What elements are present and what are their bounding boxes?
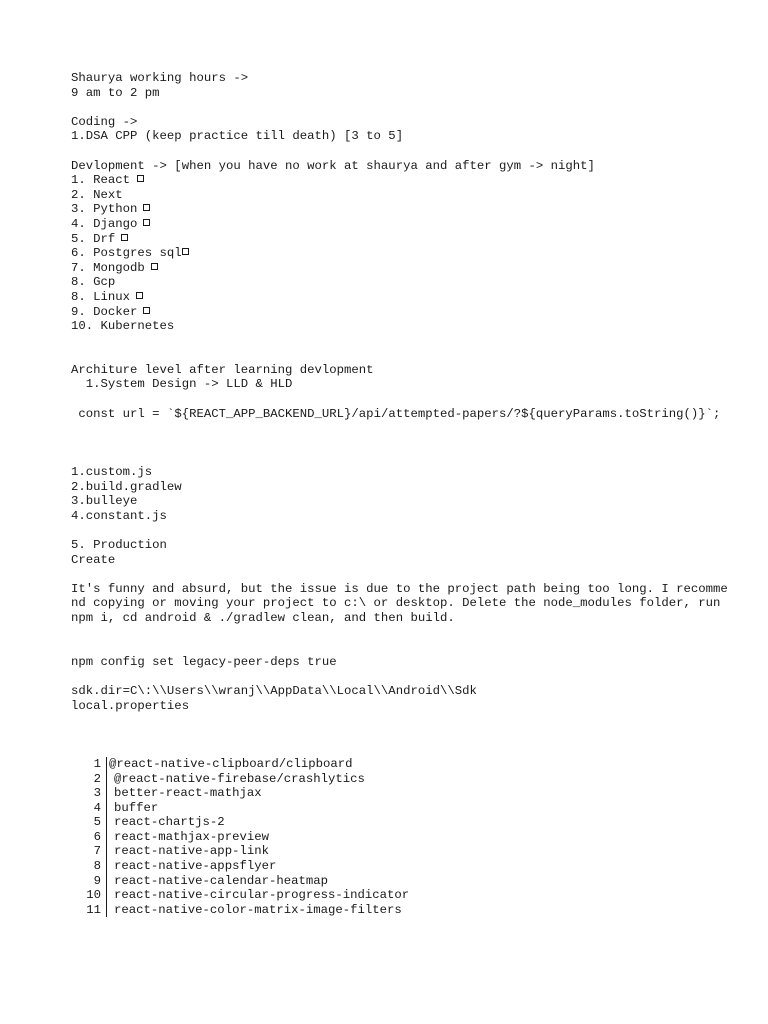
spacer bbox=[71, 640, 731, 655]
dev-item-label: 1. React bbox=[71, 173, 138, 188]
dev-item-label: 9. Docker bbox=[71, 304, 138, 319]
dev-item-gcp bbox=[71, 275, 731, 290]
package-name: react-mathjax-preview bbox=[114, 829, 269, 844]
package-name: @react-native-clipboard/clipboard bbox=[109, 756, 353, 771]
dev-item-label: 5. Drf bbox=[71, 231, 116, 246]
spacer bbox=[71, 334, 731, 349]
package-row bbox=[71, 844, 731, 859]
package-name: react-native-appsflyer bbox=[114, 859, 277, 874]
sdk-dir-setting: sdk.dir=C\:\\Users\\wranj\\AppData\\Local\\Android\\Sdk bbox=[71, 683, 477, 698]
dev-item-kubernetes bbox=[71, 319, 731, 334]
checkbox-icon bbox=[143, 307, 150, 314]
checkbox-icon bbox=[151, 263, 158, 270]
spacer bbox=[71, 421, 731, 436]
line-number: 10 bbox=[86, 888, 101, 903]
dev-item-python bbox=[71, 202, 731, 217]
line-number: 4 bbox=[93, 800, 101, 815]
package-row bbox=[71, 830, 731, 845]
dev-item-label: 2. Next bbox=[71, 187, 123, 202]
line-number: 1 bbox=[93, 756, 101, 771]
coding-item: 1.DSA CPP (keep practice till death) [3 to 5] bbox=[71, 129, 404, 144]
dev-item-label: 8. Linux bbox=[71, 289, 131, 304]
architecture-title: Architure level after learning devlopment bbox=[71, 362, 374, 377]
dev-item-label: 6. Postgres sql bbox=[71, 246, 182, 261]
package-name: react-native-circular-progress-indicator bbox=[114, 888, 410, 903]
working-hours-value: 9 am to 2 pm bbox=[71, 85, 160, 100]
package-row bbox=[71, 757, 731, 772]
package-name: react-chartjs-2 bbox=[114, 815, 225, 830]
spacer bbox=[71, 742, 731, 757]
dev-item-label: 10. Kubernetes bbox=[71, 319, 175, 334]
checkbox-icon bbox=[121, 234, 128, 241]
checkbox-icon bbox=[182, 248, 189, 255]
package-row bbox=[71, 801, 731, 816]
spacer bbox=[71, 436, 731, 451]
development-title: Devlopment -> [when you have no work at shaurya and after gym -> night] bbox=[71, 158, 595, 173]
file-item: 4.constant.js bbox=[71, 508, 167, 523]
package-row bbox=[71, 772, 731, 787]
local-properties-label: local.properties bbox=[71, 698, 190, 713]
gutter-divider bbox=[106, 757, 107, 772]
coding-title: Coding -> bbox=[71, 114, 138, 129]
package-row bbox=[71, 786, 731, 801]
package-row bbox=[71, 859, 731, 874]
package-name: buffer bbox=[114, 800, 159, 815]
line-number: 8 bbox=[93, 859, 101, 874]
gutter-divider bbox=[106, 874, 107, 889]
checkbox-icon bbox=[143, 219, 150, 226]
path-length-note: It's funny and absurd, but the issue is due to the project path being too long. I recommend copying or moving your project to c:\ or desktop. Delete the node_modules folder, run npm i, cd android & ./gradlew clean, and then build. bbox=[71, 581, 728, 625]
package-name: better-react-mathjax bbox=[114, 786, 262, 801]
spacer bbox=[71, 626, 731, 641]
package-row bbox=[71, 903, 731, 918]
package-row bbox=[71, 888, 731, 903]
dev-item-linux bbox=[71, 290, 731, 305]
code-snippet: const url = `${REACT_APP_BACKEND_URL}/api/attempted-papers/?${queryParams.toString()}`; bbox=[71, 406, 721, 421]
gutter-divider bbox=[106, 815, 107, 830]
line-number: 3 bbox=[93, 786, 101, 801]
spacer bbox=[71, 100, 731, 115]
file-item: 3.bulleye bbox=[71, 494, 138, 509]
spacer bbox=[71, 392, 731, 407]
gutter-divider bbox=[106, 786, 107, 801]
gutter-divider bbox=[106, 844, 107, 859]
file-item: 1.custom.js bbox=[71, 465, 153, 480]
package-row bbox=[71, 815, 731, 830]
line-number: 11 bbox=[86, 902, 101, 917]
line-number: 6 bbox=[93, 829, 101, 844]
dev-item-postgres bbox=[71, 246, 731, 261]
dev-item-drf bbox=[71, 232, 731, 247]
spacer bbox=[71, 450, 731, 465]
production-line: 5. Production bbox=[71, 538, 167, 552]
line-number: 7 bbox=[93, 844, 101, 859]
checkbox-icon bbox=[137, 175, 144, 182]
line-number: 2 bbox=[93, 771, 101, 786]
line-number: 9 bbox=[93, 873, 101, 888]
spacer bbox=[71, 523, 731, 538]
spacer bbox=[71, 144, 731, 159]
line-number: 5 bbox=[93, 815, 101, 830]
package-name: react-native-calendar-heatmap bbox=[114, 873, 329, 888]
create-line: Create bbox=[71, 552, 116, 567]
package-row bbox=[71, 874, 731, 889]
spacer bbox=[71, 713, 731, 728]
checkbox-icon bbox=[143, 204, 150, 211]
dev-item-label: 8. Gcp bbox=[71, 275, 116, 290]
npm-config-command: npm config set legacy-peer-deps true bbox=[71, 654, 337, 669]
dev-item-next bbox=[71, 188, 731, 203]
gutter-divider bbox=[106, 830, 107, 845]
package-name: react-native-app-link bbox=[114, 844, 269, 859]
dev-item-label: 4. Django bbox=[71, 216, 138, 231]
file-item: 2.build.gradlew bbox=[71, 479, 182, 494]
dev-item-docker bbox=[71, 305, 731, 320]
package-list bbox=[71, 757, 731, 918]
document-page bbox=[71, 71, 731, 917]
dev-item-label: 7. Mongodb bbox=[71, 260, 145, 275]
spacer bbox=[71, 728, 731, 743]
spacer bbox=[71, 348, 731, 363]
gutter-divider bbox=[106, 772, 107, 787]
package-name: react-native-color-matrix-image-filters bbox=[114, 902, 402, 917]
spacer bbox=[71, 567, 731, 582]
gutter-divider bbox=[106, 859, 107, 874]
architecture-item: 1.System Design -> LLD & HLD bbox=[71, 377, 293, 392]
gutter-divider bbox=[106, 888, 107, 903]
working-hours-title: Shaurya working hours -> bbox=[71, 71, 249, 85]
checkbox-icon bbox=[136, 292, 143, 299]
dev-item-django bbox=[71, 217, 731, 232]
gutter-divider bbox=[106, 903, 107, 918]
package-name: @react-native-firebase/crashlytics bbox=[114, 771, 365, 786]
dev-item-label: 3. Python bbox=[71, 202, 138, 217]
dev-item-react bbox=[71, 173, 731, 188]
spacer bbox=[71, 669, 731, 684]
dev-item-mongodb bbox=[71, 261, 731, 276]
gutter-divider bbox=[106, 801, 107, 816]
